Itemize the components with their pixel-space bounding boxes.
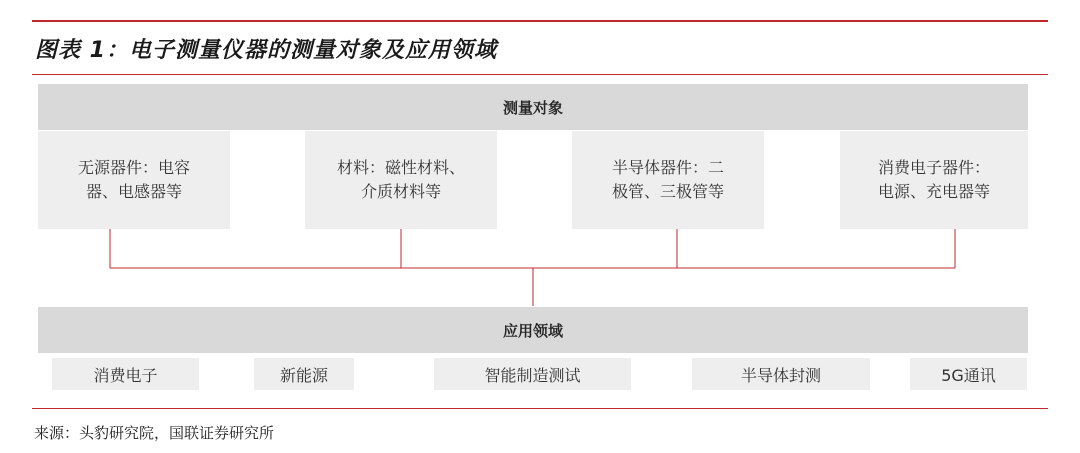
measurement-item-line: 介质材料等 — [360, 182, 441, 201]
measurement-item-line: 极管、三极管等 — [611, 182, 724, 201]
measurement-item-line: 电源、充电器等 — [877, 182, 990, 201]
application-item-5g — [910, 358, 1027, 390]
source-note: 来源：头豹研究院，国联证券研究所 — [34, 424, 275, 442]
measurement-item-line: 半导体器件：二 — [611, 158, 724, 177]
application-item-label: 5G通讯 — [941, 365, 996, 385]
application-item-consumer-electronics — [52, 358, 199, 390]
application-header-label: 应用领域 — [502, 321, 563, 340]
bottom-rule — [32, 408, 1048, 409]
application-item-label: 新能源 — [279, 365, 328, 385]
figure-title: 图表 1：电子测量仪器的测量对象及应用领域 — [35, 38, 497, 63]
application-item-semiconductor-packaging — [692, 358, 870, 390]
application-item-new-energy — [254, 358, 354, 390]
application-header — [38, 307, 1028, 353]
application-item-label: 智能制造测试 — [484, 365, 581, 385]
application-item-label: 半导体封测 — [740, 365, 821, 385]
measurement-item-line: 消费电子器件： — [877, 158, 990, 177]
measurement-item-line: 器、电感器等 — [85, 182, 182, 201]
application-item-smart-manufacturing — [434, 358, 631, 390]
application-item-label: 消费电子 — [93, 365, 158, 385]
measurement-item-line: 无源器件：电容 — [77, 158, 190, 177]
measurement-header-label: 测量对象 — [502, 98, 563, 117]
measurement-item-line: 材料：磁性材料、 — [336, 158, 465, 177]
